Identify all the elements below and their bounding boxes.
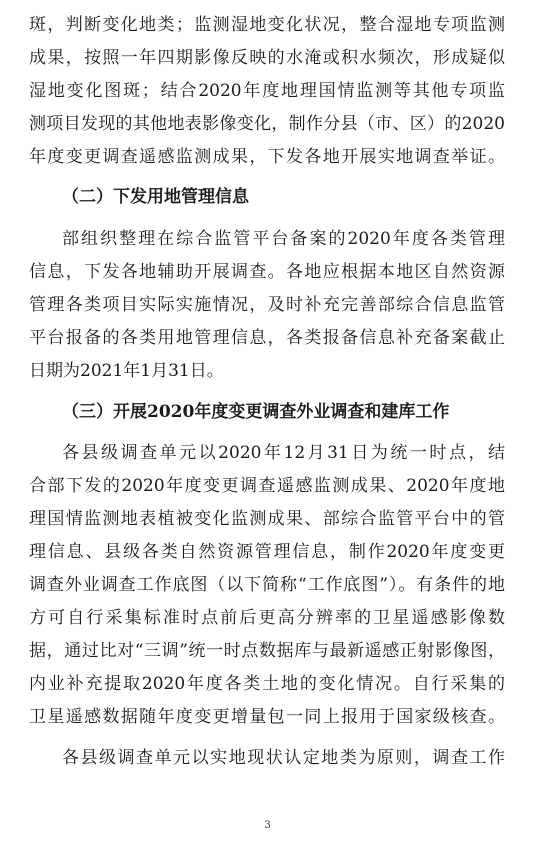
body-line-text: 湿地变化图斑；结合2020年度地理国情监测等其他专项监 xyxy=(29,81,505,101)
body-line-text: 各县级调查单元以实地现状认定地类为原则，调查工作 xyxy=(62,748,505,768)
body-line xyxy=(0,437,535,469)
body-line xyxy=(0,141,535,173)
section-heading-2-text: （二）下发用地管理信息 xyxy=(62,187,249,207)
body-line xyxy=(0,668,535,700)
body-line xyxy=(0,742,535,774)
body-line-text: 内业补充提取2020年度各类土地的变化情况。自行采集的 xyxy=(29,674,505,694)
body-line xyxy=(0,355,535,387)
body-line xyxy=(0,75,535,107)
body-line xyxy=(0,635,535,667)
body-line xyxy=(0,602,535,634)
section-heading-3-text: （三）开展2020年度变更调查外业调查和建库工作 xyxy=(62,402,450,422)
body-line-text: 部组织整理在综合监管平台备案的2020年度各类管理 xyxy=(62,229,505,249)
body-line xyxy=(0,108,535,140)
section-heading-2 xyxy=(0,181,535,213)
body-line-text: 据，通过比对“三调”统一时点数据库与最新遥感正射影像图， xyxy=(29,641,505,661)
body-line xyxy=(0,223,535,255)
body-line xyxy=(0,289,535,321)
body-line-text: 调查外业调查工作底图（以下简称“工作底图”）。有条件的地 xyxy=(29,575,505,595)
body-line-text: 理国情监测地表植被变化监测成果、部综合监管平台中的管 xyxy=(29,509,505,529)
body-line-text: 合部下发的2020年度变更调查遥感监测成果、2020年度地 xyxy=(29,476,505,496)
body-line-text: 测项目发现的其他地表影像变化，制作分县（市、区）的2020 xyxy=(29,114,505,134)
body-line xyxy=(0,42,535,74)
body-line xyxy=(0,470,535,502)
body-line-text: 斑，判断变化地类；监测湿地变化状况，整合湿地专项监测 xyxy=(29,15,505,35)
body-line-text: 平台报备的各类用地管理信息，各类报备信息补充备案截止 xyxy=(29,328,505,348)
body-line xyxy=(0,569,535,601)
body-line xyxy=(0,256,535,288)
page-number: 3 xyxy=(264,820,271,831)
body-line-text: 年度变更调查遥感监测成果，下发各地开展实地调查举证。 xyxy=(29,147,505,167)
body-line xyxy=(0,536,535,568)
body-line-text: 成果，按照一年四期影像反映的水淹或积水频次，形成疑似 xyxy=(29,48,505,68)
body-line xyxy=(0,322,535,354)
body-line xyxy=(0,9,535,41)
body-line-text: 日期为2021年1月31日。 xyxy=(29,361,224,381)
body-line-text: 理信息、县级各类自然资源管理信息，制作2020年度变更 xyxy=(29,542,505,562)
section-heading-3 xyxy=(0,396,535,428)
body-line xyxy=(0,503,535,535)
body-line-text: 管理各类项目实际实施情况，及时补充完善部综合信息监管 xyxy=(29,295,505,315)
body-line xyxy=(0,701,535,733)
body-line-text: 信息，下发各地辅助开展调查。各地应根据本地区自然资源 xyxy=(29,262,505,282)
body-line-text: 方可自行采集标准时点前后更高分辨率的卫星遥感影像数 xyxy=(29,608,505,628)
body-line-text: 卫星遥感数据随年度变更增量包一同上报用于国家级核查。 xyxy=(29,707,505,727)
body-line-text: 各县级调查单元以2020年12月31日为统一时点，结 xyxy=(62,443,505,463)
